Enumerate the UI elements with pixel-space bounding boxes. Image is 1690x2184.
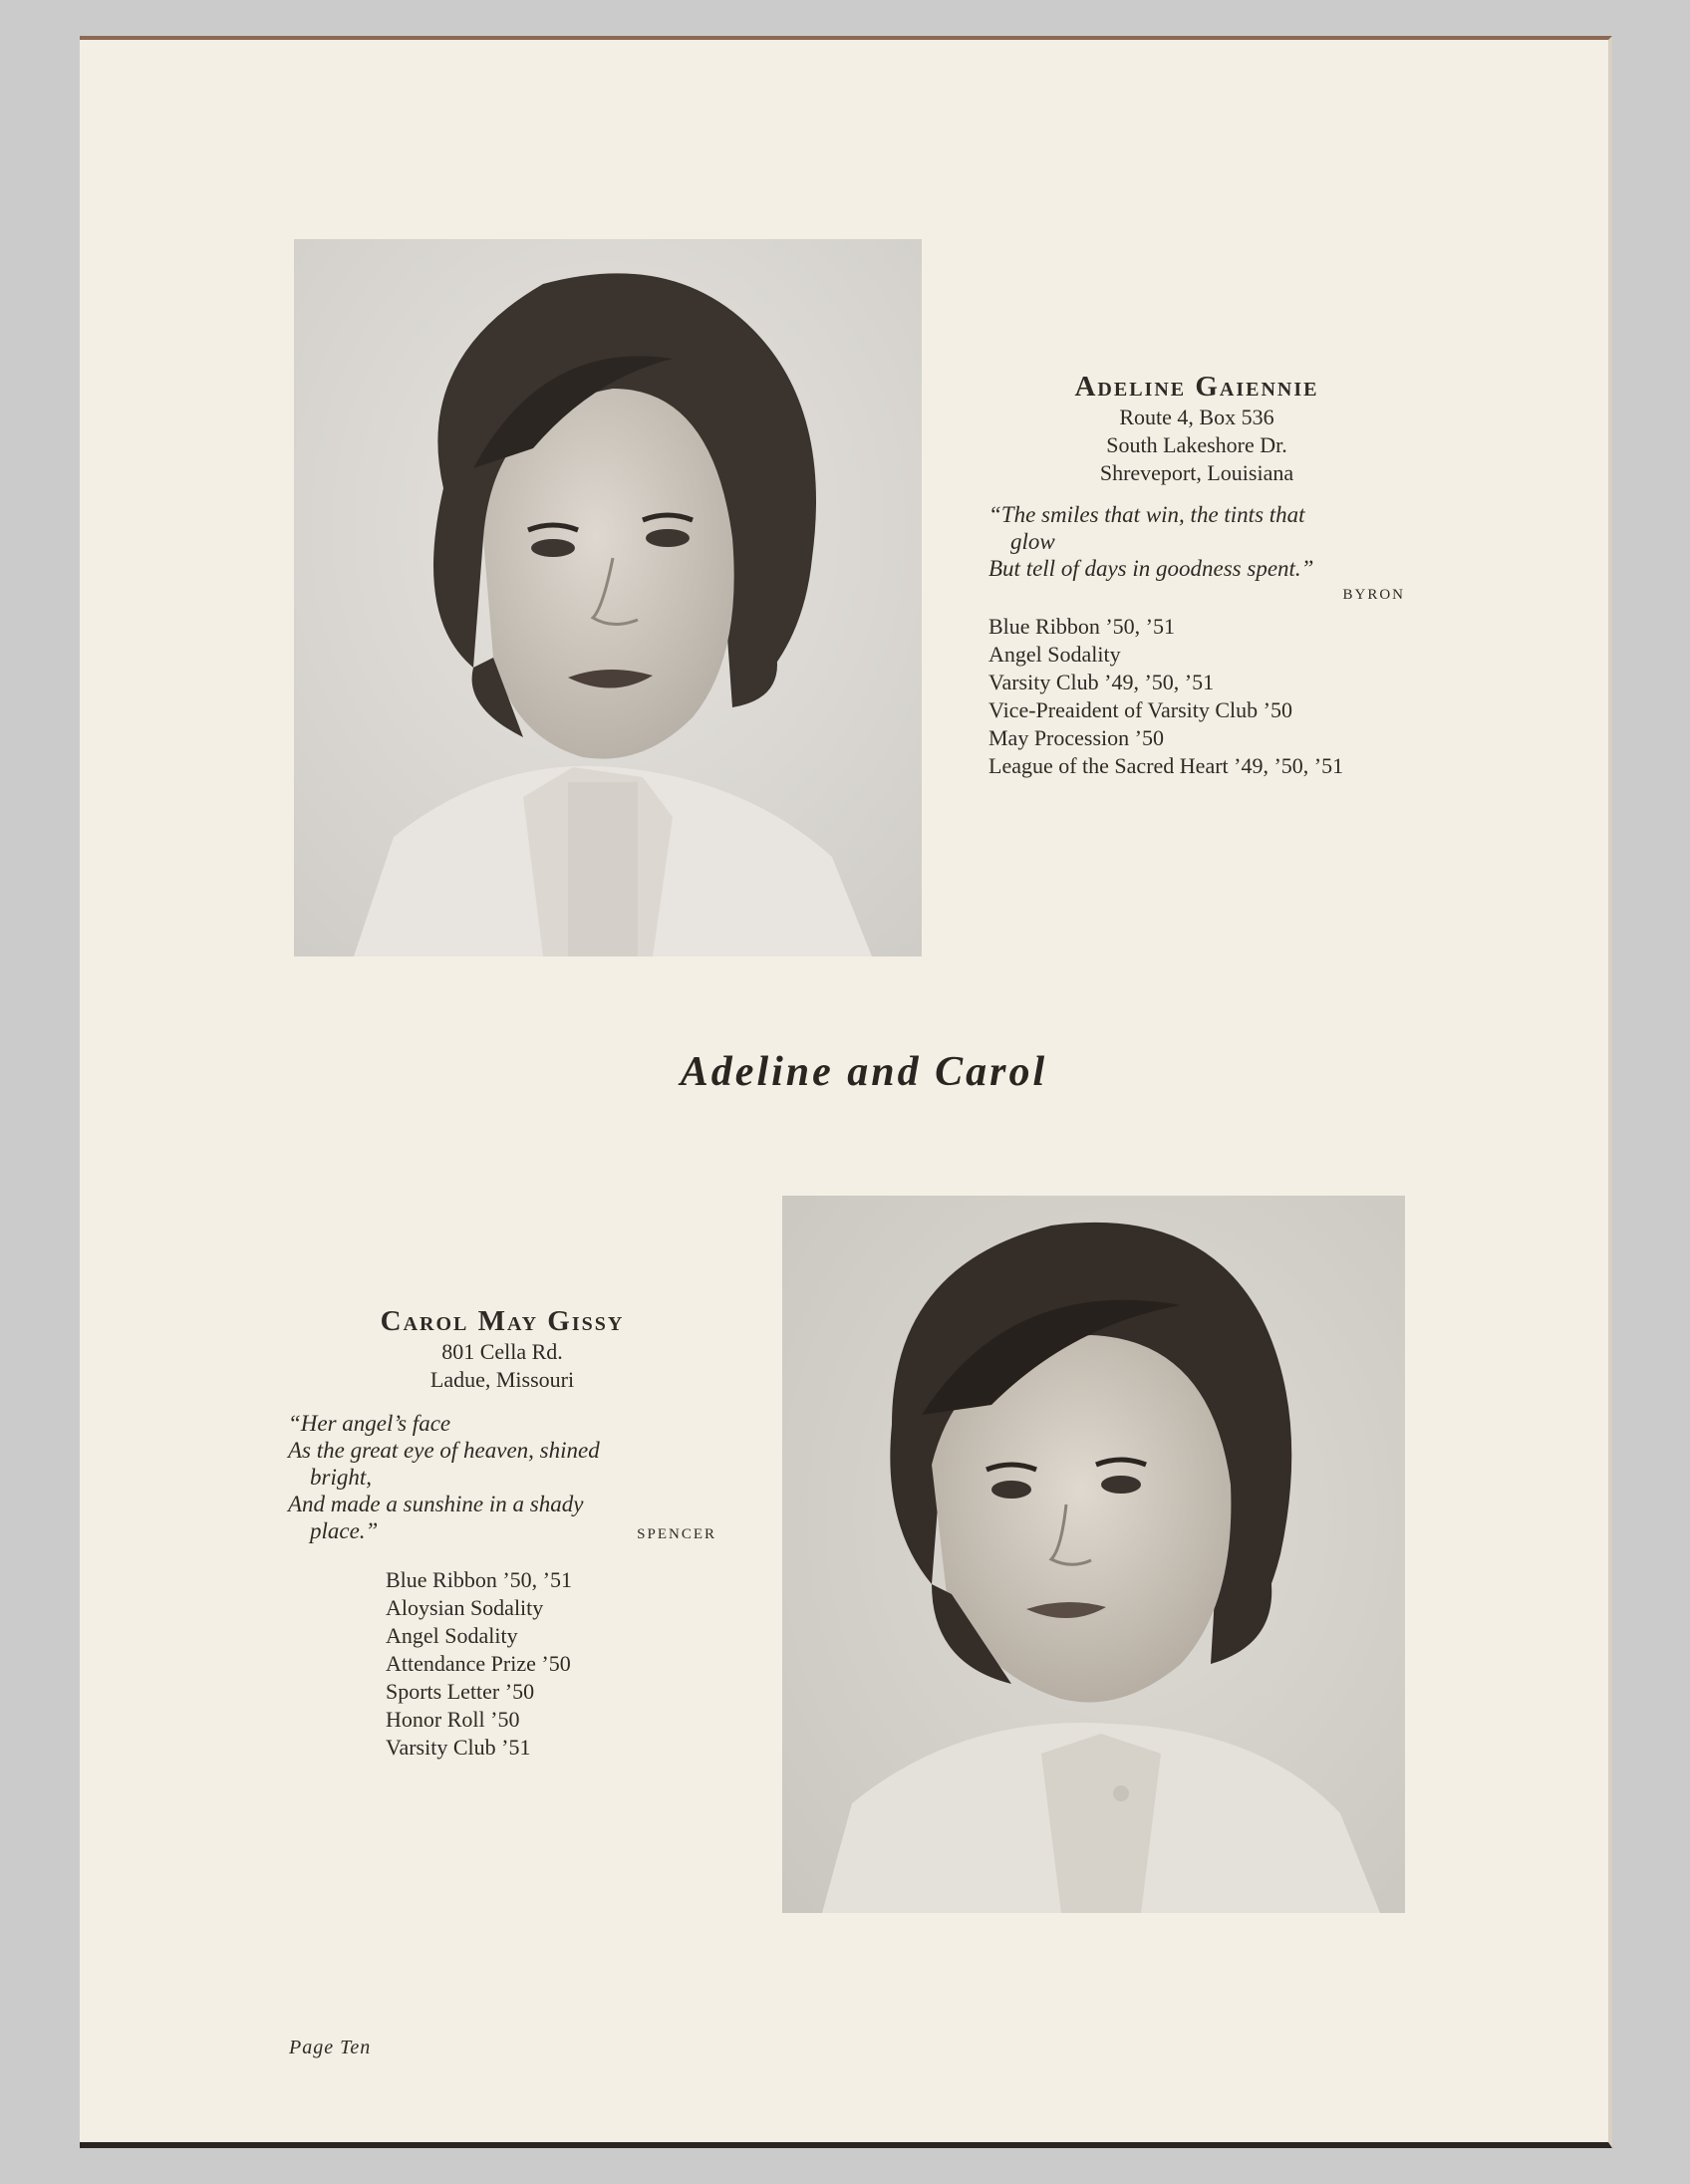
activity-item: May Procession ’50 (988, 725, 1164, 750)
address-line: South Lakeshore Dr. (1106, 432, 1287, 457)
activity-item: Aloysian Sodality (386, 1595, 544, 1620)
activity-item: Blue Ribbon ’50, ’51 (988, 614, 1175, 639)
page-number: Page Ten (289, 2037, 372, 2058)
address-line: Route 4, Box 536 (1119, 405, 1274, 429)
address-line: Ladue, Missouri (429, 1367, 575, 1392)
address-line: 801 Cella Rd. (441, 1339, 563, 1364)
carol-quote-author: SPENCER (637, 1526, 716, 1542)
carol-info-block (288, 1305, 716, 1762)
adeline-portrait-photo (294, 239, 922, 956)
adeline-address (988, 404, 1405, 487)
quote-line: “Her angel’s face (288, 1411, 451, 1436)
carol-quote (288, 1410, 716, 1548)
activity-item: Angel Sodality (988, 642, 1121, 667)
portrait-illustration (782, 1196, 1405, 1913)
portrait-illustration (294, 239, 922, 956)
quote-line: But tell of days in goodness spent.” (988, 556, 1314, 581)
adeline-quote (988, 501, 1405, 609)
adeline-name: Adeline Gaiennie (1074, 371, 1319, 403)
activity-item: Varsity Club ’49, ’50, ’51 (988, 670, 1215, 694)
activity-item: Attendance Prize ’50 (386, 1651, 571, 1676)
activity-item: Angel Sodality (386, 1623, 518, 1648)
activity-item: Varsity Club ’51 (386, 1735, 531, 1760)
quote-line: place.” (310, 1518, 379, 1543)
activity-item: Sports Letter ’50 (386, 1679, 535, 1704)
activity-item: League of the Sacred Heart ’49, ’50, ’51 (988, 753, 1344, 778)
activity-item: Blue Ribbon ’50, ’51 (386, 1567, 572, 1592)
adeline-quote-author: BYRON (1342, 587, 1405, 603)
quote-line: As the great eye of heaven, shined (288, 1438, 600, 1463)
quote-line: “The smiles that win, the tints that (988, 502, 1305, 527)
quote-line: glow (1010, 529, 1055, 554)
address-line: Shreveport, Louisiana (1099, 460, 1294, 485)
carol-portrait-photo (782, 1196, 1405, 1913)
page-title: Adeline and Carol (680, 1049, 1048, 1095)
yearbook-page (80, 36, 1612, 2148)
carol-address (288, 1338, 716, 1394)
carol-activities-list (386, 1566, 716, 1762)
quote-line: And made a sunshine in a shady (288, 1492, 584, 1516)
adeline-info-block (988, 371, 1405, 780)
activity-item: Honor Roll ’50 (386, 1707, 520, 1732)
activity-item: Vice-Preaident of Varsity Club ’50 (988, 697, 1292, 722)
carol-name: Carol May Gissy (380, 1305, 625, 1337)
adeline-activities-list (988, 613, 1405, 780)
quote-last-line (288, 1517, 716, 1548)
quote-line: bright, (310, 1465, 372, 1490)
